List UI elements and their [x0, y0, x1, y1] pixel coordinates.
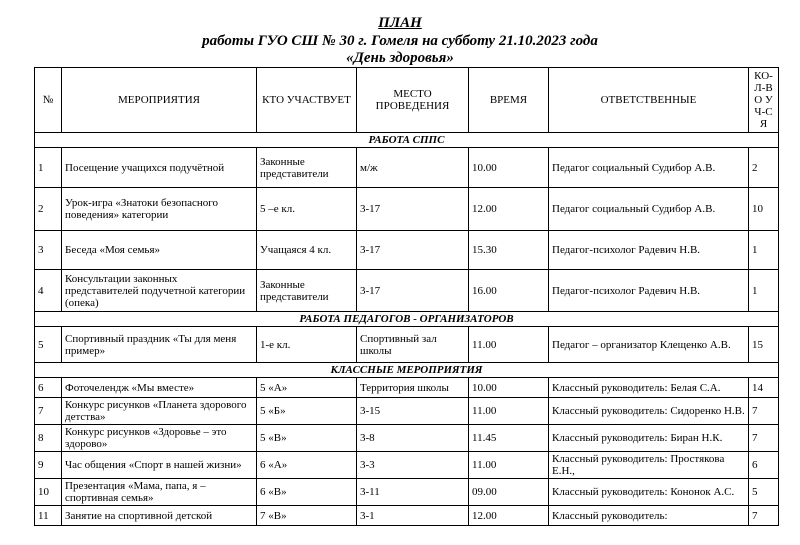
cell-count: 1	[749, 270, 779, 312]
cell-num: 10	[35, 479, 62, 506]
cell-count: 15	[749, 327, 779, 363]
col-num-header: №	[35, 68, 62, 133]
section-title: КЛАССНЫЕ МЕРОПРИЯТИЯ	[35, 363, 779, 378]
cell-num: 11	[35, 506, 62, 526]
cell-who: 5 –е кл.	[257, 188, 357, 231]
cell-place: 3-11	[357, 479, 469, 506]
cell-time: 10.00	[469, 148, 549, 188]
cell-place: 3-8	[357, 425, 469, 452]
plan-title: ПЛАН	[378, 15, 422, 31]
cell-num: 6	[35, 378, 62, 398]
cell-who: 6 «В»	[257, 479, 357, 506]
col-time-header: ВРЕМЯ	[469, 68, 549, 133]
cell-num: 2	[35, 188, 62, 231]
cell-num: 7	[35, 398, 62, 425]
cell-resp: Педагог социальный Судибор А.В.	[549, 188, 749, 231]
cell-who: 5 «Б»	[257, 398, 357, 425]
section-title: РАБОТА СППС	[35, 133, 779, 148]
cell-count: 14	[749, 378, 779, 398]
table-row	[35, 231, 779, 270]
cell-num: 8	[35, 425, 62, 452]
cell-count: 10	[749, 188, 779, 231]
table-row	[35, 425, 779, 452]
cell-resp: Педагог социальный Судибор А.В.	[549, 148, 749, 188]
cell-event: Спортивный праздник «Ты для меня пример»	[62, 327, 257, 363]
cell-resp: Классный руководитель: Сидоренко Н.В.	[549, 398, 749, 425]
cell-who: 1-е кл.	[257, 327, 357, 363]
cell-time: 11.45	[469, 425, 549, 452]
cell-resp: Педагог-психолог Радевич Н.В.	[549, 270, 749, 312]
table-row	[35, 378, 779, 398]
plan-theme: «День здоровья»	[346, 50, 454, 66]
cell-time: 11.00	[469, 398, 549, 425]
section-title: РАБОТА ПЕДАГОГОВ - ОРГАНИЗАТОРОВ	[35, 312, 779, 327]
cell-time: 16.00	[469, 270, 549, 312]
cell-event: Конкурс рисунков «Здоровье – это здорово»	[62, 425, 257, 452]
cell-place: 3-1	[357, 506, 469, 526]
col-event-header: МЕРОПРИЯТИЯ	[62, 68, 257, 133]
cell-count: 2	[749, 148, 779, 188]
section-row	[35, 312, 779, 327]
col-resp-header: ОТВЕТСТВЕННЫЕ	[549, 68, 749, 133]
cell-num: 9	[35, 452, 62, 479]
cell-num: 3	[35, 231, 62, 270]
cell-resp: Педагог – организатор Клещенко А.В.	[549, 327, 749, 363]
cell-resp: Классный руководитель:	[549, 506, 749, 526]
cell-event: Час общения «Спорт в нашей жизни»	[62, 452, 257, 479]
cell-event: Урок-игра «Знатоки безопасного поведения» категории	[62, 188, 257, 231]
table-row	[35, 506, 779, 526]
table-row	[35, 188, 779, 231]
cell-count: 7	[749, 398, 779, 425]
cell-place: 3-17	[357, 270, 469, 312]
cell-resp: Классный руководитель: Белая С.А.	[549, 378, 749, 398]
table-row	[35, 148, 779, 188]
cell-who: Законные представители	[257, 270, 357, 312]
cell-event: Фоточелендж «Мы вместе»	[62, 378, 257, 398]
cell-resp: Классный руководитель: Простякова Е.Н.,	[549, 452, 749, 479]
cell-resp: Педагог-психолог Радевич Н.В.	[549, 231, 749, 270]
cell-who: Законные представители	[257, 148, 357, 188]
cell-event: Занятие на спортивной детской	[62, 506, 257, 526]
cell-event: Беседа «Моя семья»	[62, 231, 257, 270]
col-who-header: КТО УЧАСТВУЕТ	[257, 68, 357, 133]
col-place-header: МЕСТО ПРОВЕДЕНИЯ	[357, 68, 469, 133]
cell-time: 12.00	[469, 188, 549, 231]
cell-time: 11.00	[469, 327, 549, 363]
table-row	[35, 327, 779, 363]
cell-place: м/ж	[357, 148, 469, 188]
section-row	[35, 363, 779, 378]
section-row	[35, 133, 779, 148]
cell-event: Презентация «Мама, папа, я – спортивная семья»	[62, 479, 257, 506]
cell-event: Конкурс рисунков «Планета здорового детства»	[62, 398, 257, 425]
cell-place: Территория школы	[357, 378, 469, 398]
cell-count: 7	[749, 506, 779, 526]
cell-place: 3-17	[357, 188, 469, 231]
plan-table	[34, 67, 779, 526]
cell-count: 5	[749, 479, 779, 506]
cell-resp: Классный руководитель: Биран Н.К.	[549, 425, 749, 452]
cell-count: 7	[749, 425, 779, 452]
cell-resp: Классный руководитель: Кононок А.С.	[549, 479, 749, 506]
cell-num: 5	[35, 327, 62, 363]
cell-place: Спортивный зал школы	[357, 327, 469, 363]
cell-num: 4	[35, 270, 62, 312]
cell-event: Консультации законных представителей подучетной категории (опека)	[62, 270, 257, 312]
cell-time: 11.00	[469, 452, 549, 479]
cell-who: 7 «В»	[257, 506, 357, 526]
cell-count: 6	[749, 452, 779, 479]
cell-place: 3-3	[357, 452, 469, 479]
cell-who: Учащаяся 4 кл.	[257, 231, 357, 270]
cell-time: 15.30	[469, 231, 549, 270]
table-header-row	[35, 68, 779, 133]
cell-who: 5 «А»	[257, 378, 357, 398]
cell-time: 10.00	[469, 378, 549, 398]
table-row	[35, 479, 779, 506]
plan-subtitle: работы ГУО СШ № 30 г. Гомеля на субботу 21.10.2023 года	[202, 33, 598, 49]
cell-count: 1	[749, 231, 779, 270]
cell-place: 3-15	[357, 398, 469, 425]
col-count-header: КО-Л-ВО УЧ-СЯ	[749, 68, 779, 133]
table-row	[35, 452, 779, 479]
cell-time: 12.00	[469, 506, 549, 526]
cell-who: 5 «В»	[257, 425, 357, 452]
table-row	[35, 270, 779, 312]
cell-time: 09.00	[469, 479, 549, 506]
cell-place: 3-17	[357, 231, 469, 270]
cell-num: 1	[35, 148, 62, 188]
cell-event: Посещение учащихся подучётной	[62, 148, 257, 188]
table-row	[35, 398, 779, 425]
cell-who: 6 «А»	[257, 452, 357, 479]
